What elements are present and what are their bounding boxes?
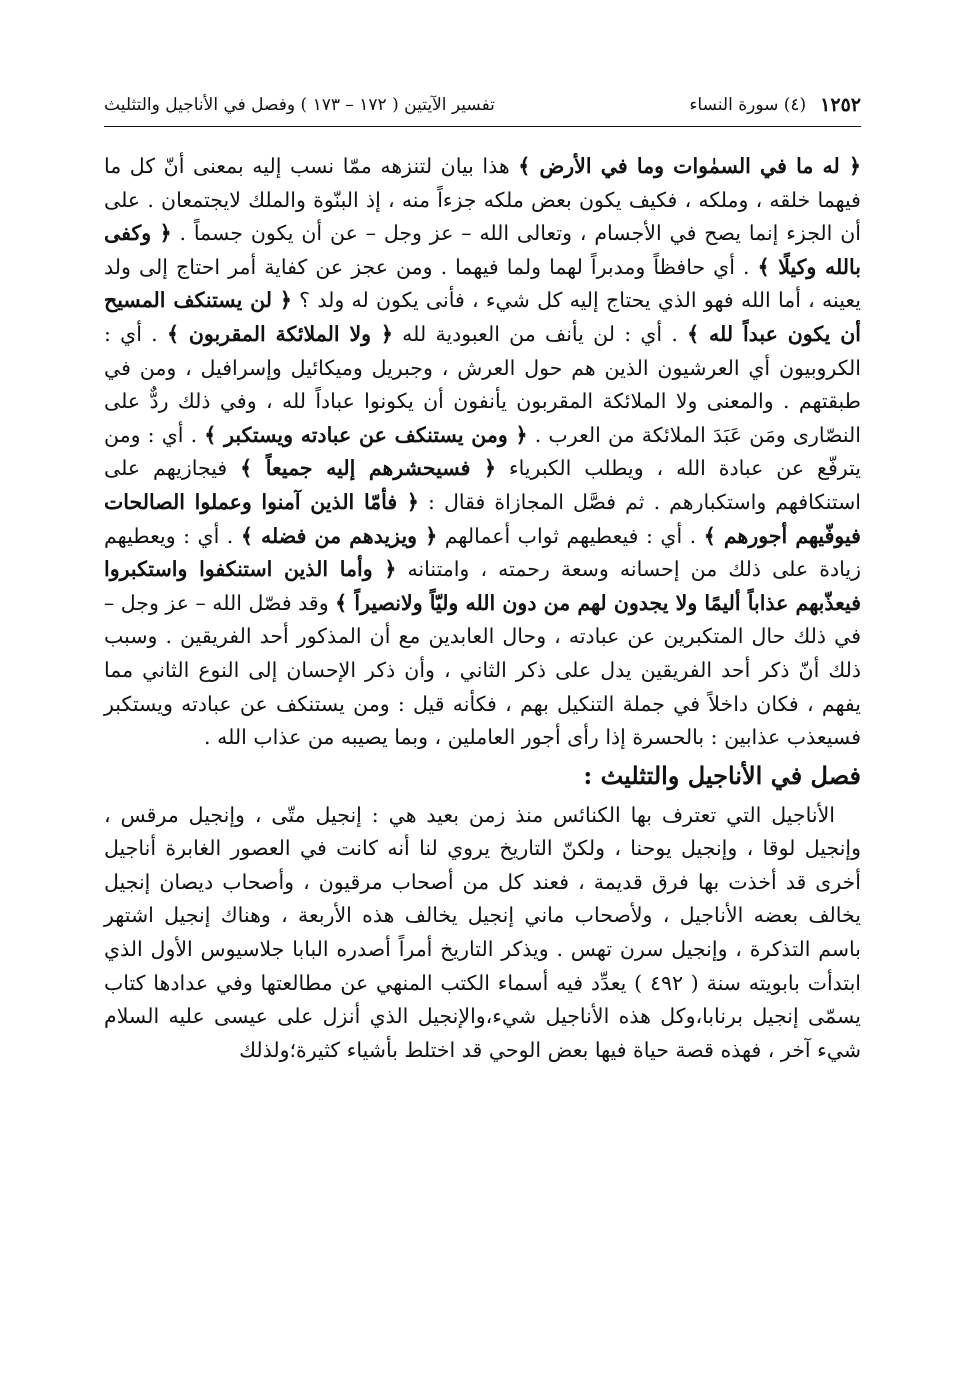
- quran-verse: ﴿ وأما الذين استنكفوا واستكبروا فيعذّبهم عذاباً أليمًا ولا يجدون لهم من دون الله وليّاً ولانصيراً ﴾: [104, 557, 861, 615]
- commentary-text: وقد فصّل الله – عز وجل – في ذلك حال المتكبرين عن عبادته ، وحال العابدين مع أن المذكور أحد الفريقين . وسبب ذلك أنّ ذكر أحد الفريقين يدل على ذكر الثاني ، وأن ذكر الإحسان إلى النوع الثاني مما يفهم ، فكان داخلاً في جملة التنكيل بهم ، فكأنه قيل : ومن يستنكف عن عبادته ويستكبر فسيعذب عذابين : بالحسرة إذا رأى أجور العاملين ، وبما يصيبه من عذاب الله .: [104, 590, 861, 750]
- quran-verse: ﴿ لن يستنكف المسيح أن يكون عبداً لله ﴾: [104, 288, 861, 346]
- commentary-text: . أي حافظاً ومدبراً لهما ولما فيهما . ومن عجز عن كفاية أمر احتاج إلى ولد يعينه ، أما الله فهو الذي يحتاج إليه كل شيء ، فأنى يكون له ولد ؟: [104, 254, 861, 313]
- commentary-text: . أي : لن يأنف من العبودية لله: [392, 321, 688, 346]
- quran-verse: ﴿ ويزيدهم من فضله ﴾: [240, 523, 438, 548]
- section-paragraph: الأناجيل التي تعترف بها الكنائس منذ زمن بعيد هي : إنجيل متّى ، وإنجيل مرقس ، وإنجيل لوقا ، وإنجيل يوحنا ، ولكنّ التاريخ يروي لنا أنه كانت في العصور الغابرة أناجيل أخرى قد أخذت بها فرق قديمة ، فعند كل من أصحاب مرقيون ، وأصحاب ديصان إنجيل يخالف بعضه الأناجيل ، ولأصحاب ماني إنجيل يخالف هذه الأربعة ، وهناك إنجيل اشتهر باسم التذكرة ، وإنجيل سرن تهس . ويذكر التاريخ أمراً أصدره البابا جلاسيوس الأول الذي ابتدأت بابويته سنة ( ٤٩٢ ) يعدِّد فيه أسماء الكتب المنهي عن مطالعتها وفي عدادها كتاب يسمّى إنجيل برنابا،وكل هذه الأناجيل شيء،والإنجيل الذي أنزل على عيسى عليه السلام شيء آخر ، فهذه قصة حياة فيها بعض الوحي قد اختلط بأشياء كثيرة؛ولذلك: [104, 802, 862, 1062]
- quran-verse: ﴿ فأمّا الذين آمنوا وعملوا الصالحات فيوفّيهم أجورهم ﴾: [104, 489, 861, 548]
- quran-verse: ﴿ ومن يستنكف عن عبادته ويستكبر ﴾: [204, 422, 528, 447]
- quran-verse: ﴿ وكفى بالله وكيلًا ﴾: [104, 221, 861, 279]
- tafsir-paragraph: [104, 150, 861, 755]
- header-subject: تفسير الآيتين ( ١٧٢ – ١٧٣ ) وفصل في الأناجيل والتثليث: [104, 95, 495, 115]
- page-body: [104, 150, 861, 1067]
- commentary-text: فيجازيهم على استنكافهم واستكبارهم . ثم فصَّل المجازاة فقال :: [104, 456, 861, 514]
- commentary-text: هذا بيان لتنزهه ممّا نسب إليه بمعنى أنّ كل ما فيهما خلقه ، وملكه ، فكيف يكون بعض ملكه جزءاً منه ، إذ البنّوة والملك لايجتمعان . على أن الجزء إنما يصح في الأجسام ، وتعالى الله – عز وجل – عن أن يكون جسماً .: [104, 154, 861, 246]
- commentary-text: . أي : فيعطيهم ثواب أعمالهم: [437, 523, 704, 548]
- commentary-text: . أي : ومن يترفّع عن عبادة الله ، ويطلب الكبرياء: [104, 422, 861, 481]
- header-right: [689, 94, 861, 116]
- quran-verse: ﴿ له ما في السمٰوات وما في الأرض ﴾: [518, 154, 861, 178]
- commentary-text: . أي : الكروبيون أي العرشيون الذين هم حول العرش ، وجبريل وميكائيل وإسرافيل ، ومن في طبقتهم . والمعنى ولا الملائكة المقربون يأنفون أن يكونوا عباداً لله ، وفي ذلك ردٌّ على النصّارى ومَن عَبَدَ الملائكة من العرب .: [104, 321, 862, 447]
- page-number: ١٢٥٢: [820, 94, 861, 116]
- commentary-text: . أي : ويعطيهم زيادة على ذلك من إحسانه وسعة رحمته ، وامتنانه: [104, 523, 861, 582]
- quran-verse: ﴿ فسيحشرهم إليه جميعاً ﴾: [240, 456, 497, 481]
- section-body: [104, 799, 861, 1068]
- section-heading: فصل في الأناجيل والتثليث :: [583, 760, 861, 790]
- header-divider: [104, 126, 861, 127]
- surah-label: (٤) سورة النساء: [689, 95, 807, 115]
- running-header: [104, 88, 861, 122]
- quran-verse: ﴿ ولا الملائكة المقربون ﴾: [166, 321, 393, 346]
